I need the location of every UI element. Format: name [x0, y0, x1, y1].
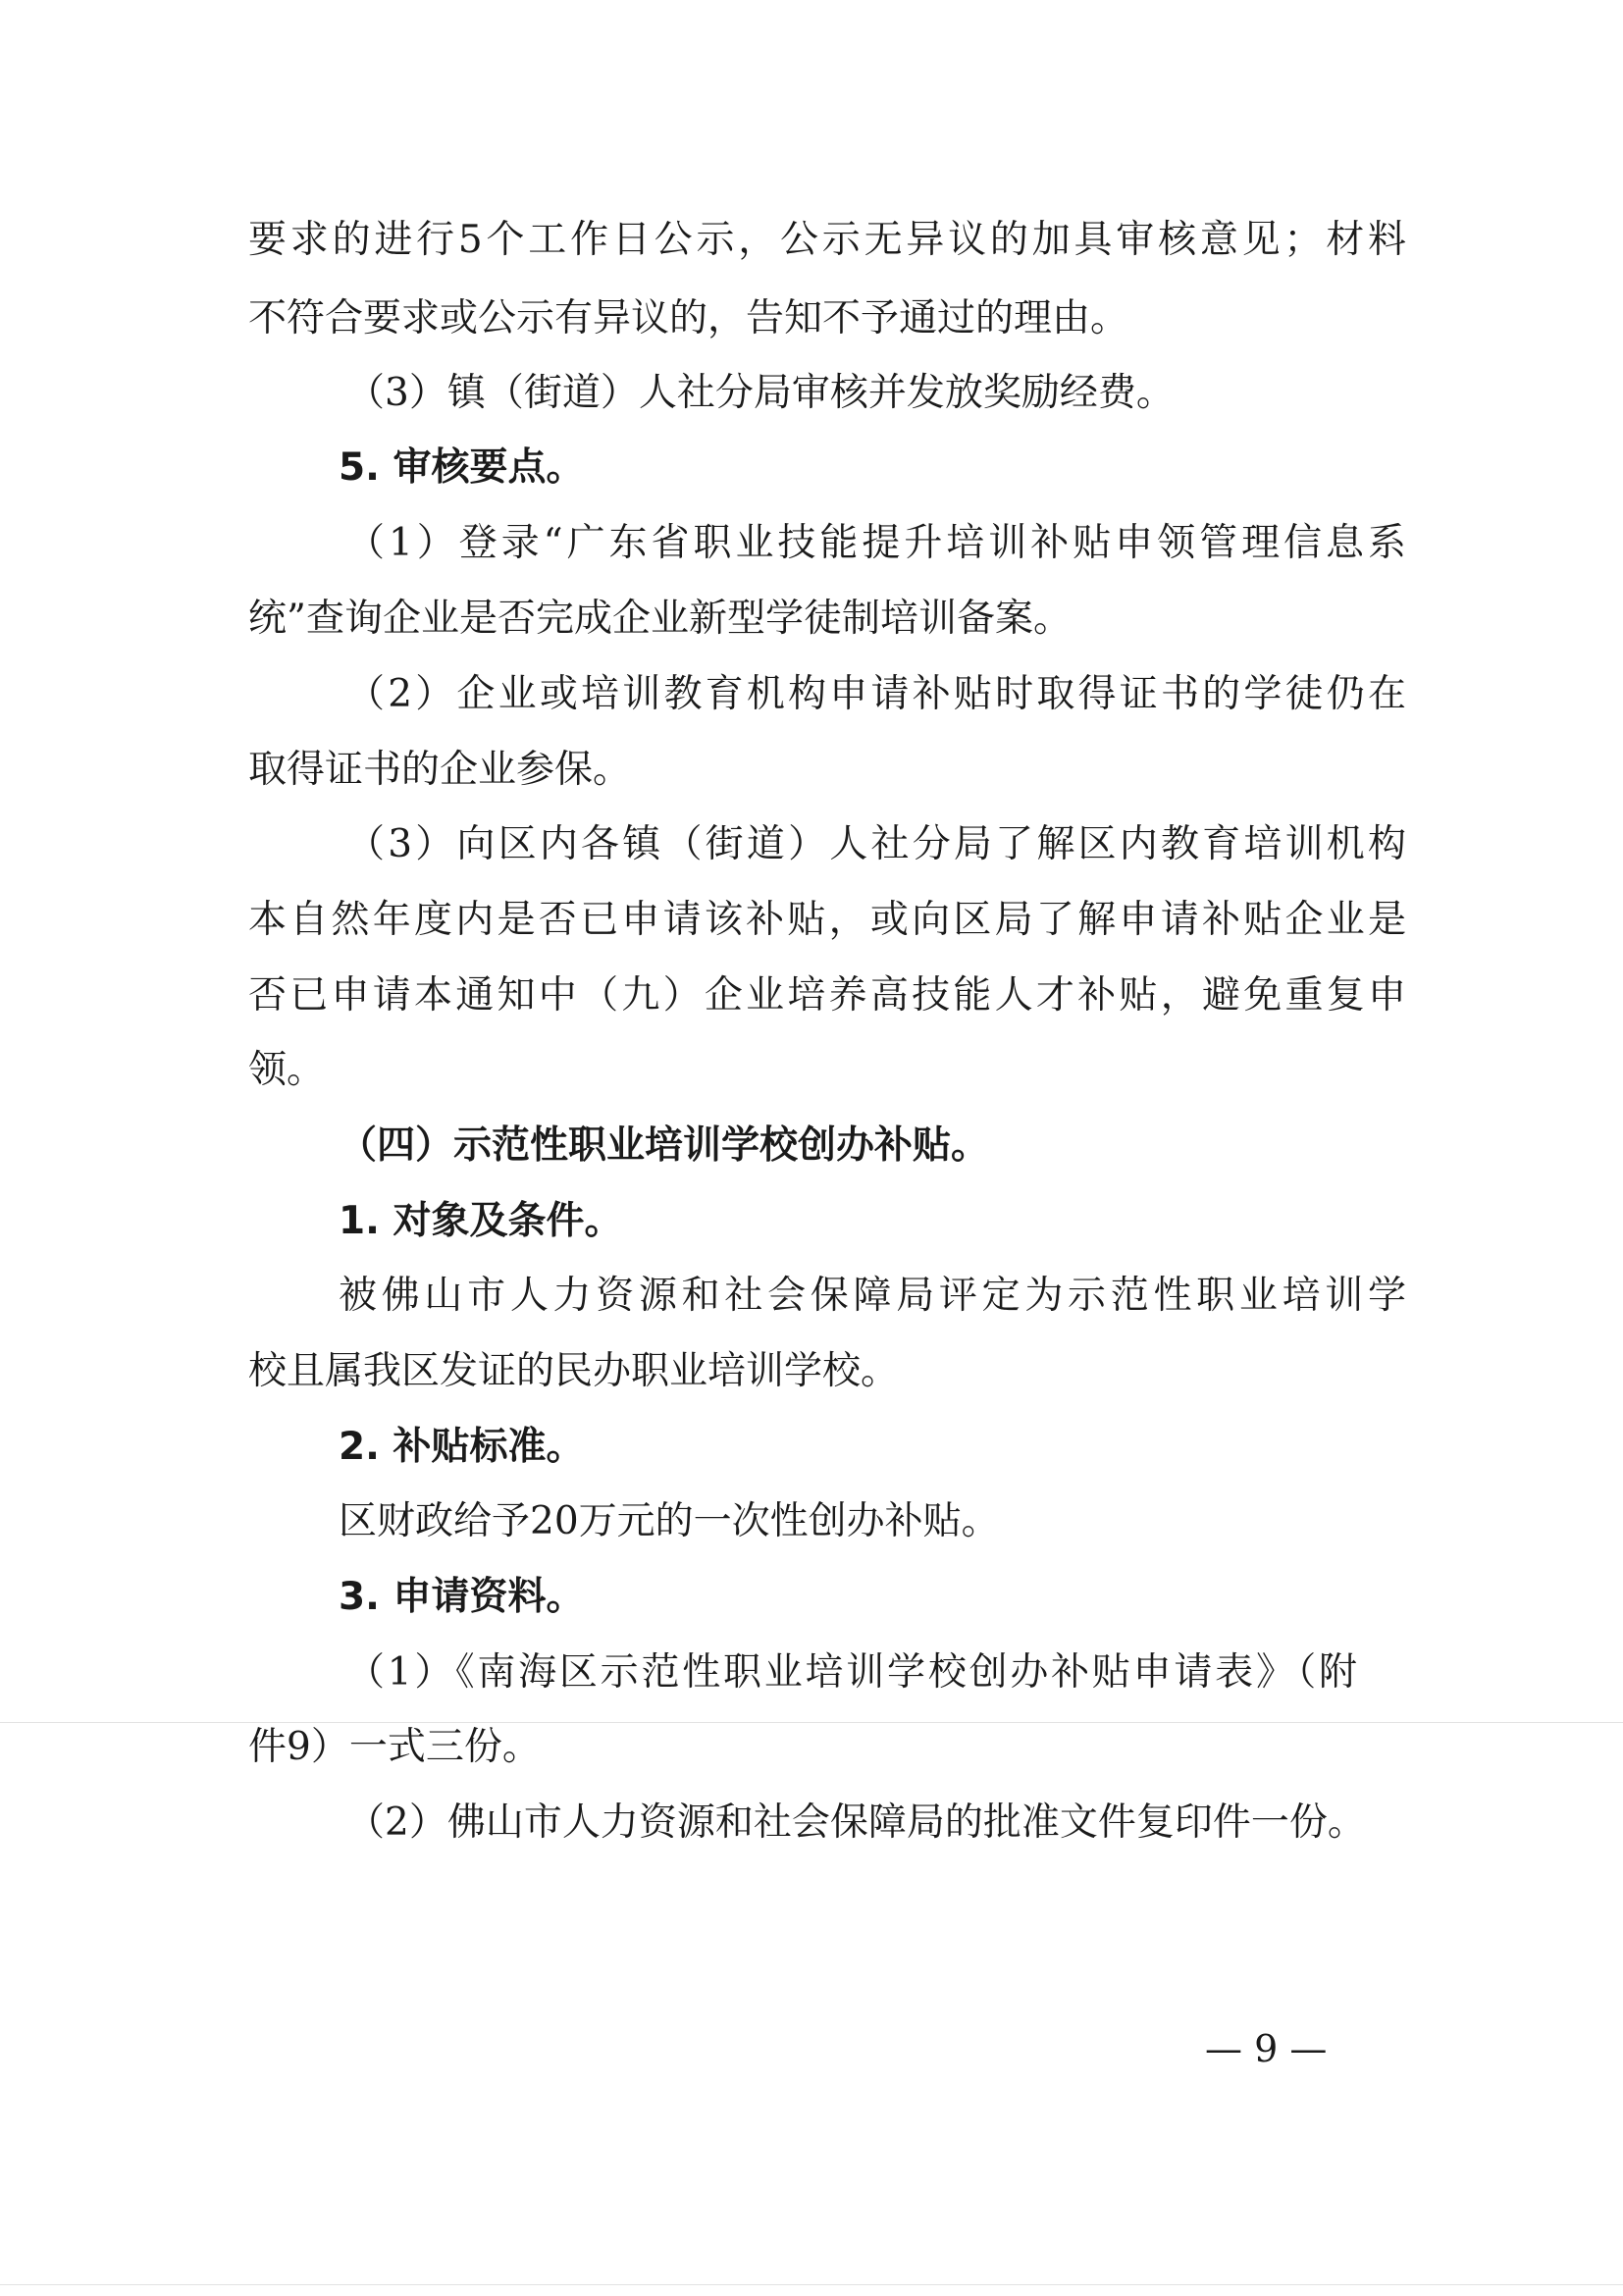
body-line-8: 取得证书的企业参保。	[248, 748, 632, 792]
subheading-1: 1. 对象及条件。	[339, 1199, 623, 1243]
section-heading-4: （四）示范性职业培训学校创办补贴。	[339, 1123, 990, 1168]
body-line-15: 被佛山市人力资源和社会保障局评定为示范性职业培训学	[339, 1274, 1406, 1318]
body-line-21: 件9）一式三份。	[248, 1725, 541, 1769]
body-line-16: 校且属我区发证的民办职业培训学校。	[248, 1349, 900, 1393]
body-line-9: （3）向区内各镇（街道）人社分局了解区内教育培训机构	[346, 822, 1406, 866]
body-line-12: 领。	[248, 1048, 326, 1092]
body-line-2: 不符合要求或公示有异议的，告知不予通过的理由。	[248, 296, 1129, 340]
scan-bottom-edge	[0, 2284, 1623, 2285]
body-line-18: 区财政给予20万元的一次性创办补贴。	[339, 1499, 1000, 1543]
subheading-2: 2. 补贴标准。	[339, 1425, 585, 1469]
body-line-20: （1）《南海区示范性职业培训学校创办补贴申请表》（附	[346, 1650, 1357, 1695]
body-line-7: （2）企业或培训教育机构申请补贴时取得证书的学徒仍在	[346, 672, 1406, 716]
body-line-5: （1）登录“广东省职业技能提升培训补贴申领管理信息系	[346, 521, 1406, 565]
subheading-3: 3. 申请资料。	[339, 1575, 585, 1619]
scan-divider-line	[0, 1722, 1623, 1723]
body-line-3: （3）镇（街道）人社分局审核并发放奖励经费。	[346, 371, 1175, 415]
body-line-1: 要求的进行5个工作日公示，公示无异议的加具审核意见；材料	[248, 218, 1406, 262]
section-heading-5: 5. 审核要点。	[339, 445, 585, 490]
page-number: — 9 —	[1205, 2027, 1328, 2070]
body-line-11: 否已申请本通知中（九）企业培养高技能人才补贴，避免重复申	[248, 973, 1406, 1018]
body-line-10: 本自然年度内是否已申请该补贴，或向区局了解申请补贴企业是	[248, 898, 1406, 942]
body-line-6: 统”查询企业是否完成企业新型学徒制培训备案。	[248, 597, 1072, 641]
body-line-22: （2）佛山市人力资源和社会保障局的批准文件复印件一份。	[346, 1800, 1366, 1845]
